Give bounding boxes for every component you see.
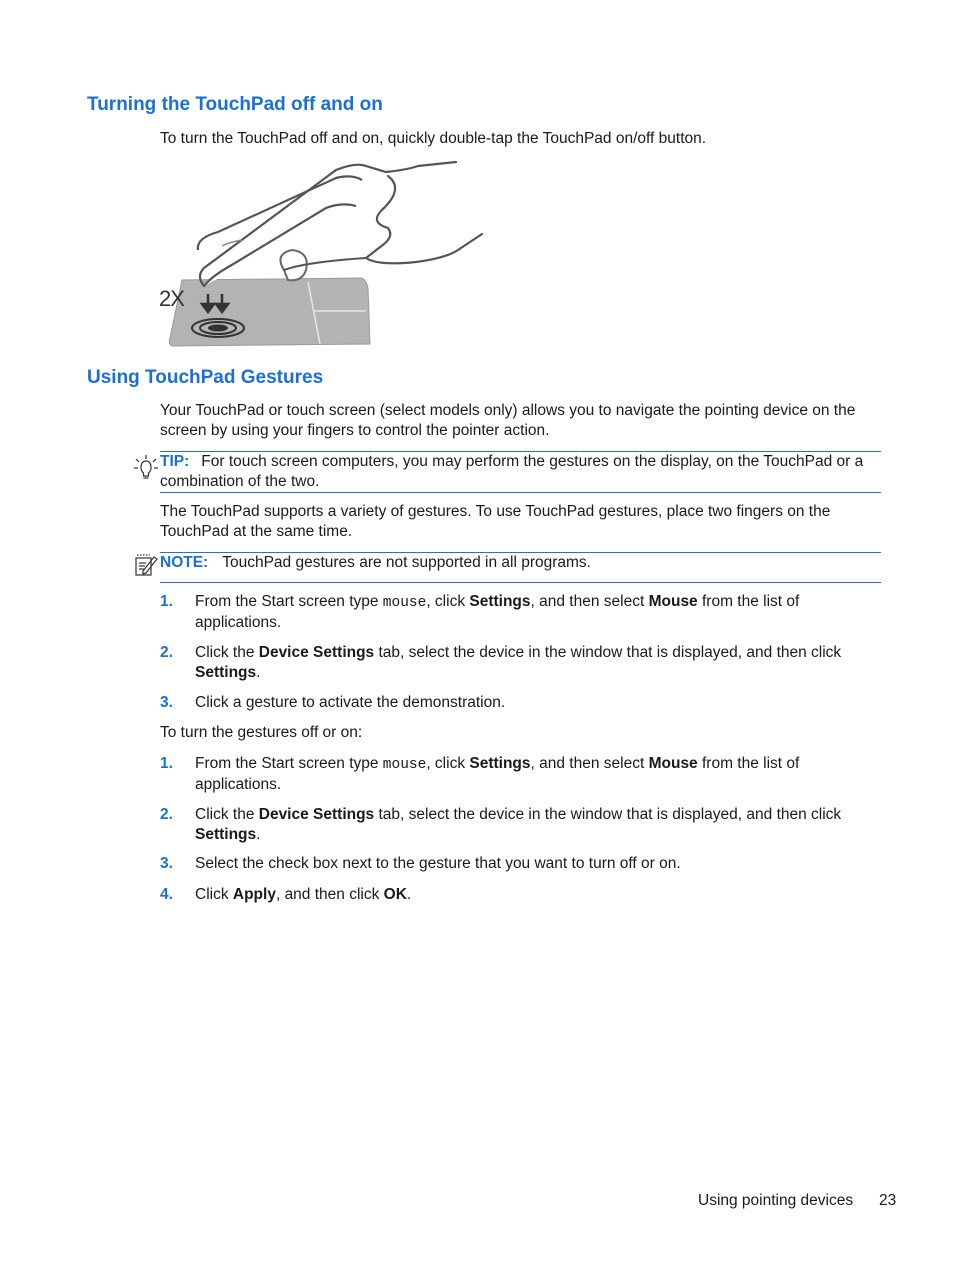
section-heading-turning: Turning the TouchPad off and on: [87, 94, 383, 115]
list-item: [160, 693, 882, 713]
list-item-text: Select the check box next to the gesture that you want to turn off or on.: [195, 855, 681, 872]
list-number: 1.: [160, 755, 173, 772]
page-number: 23: [879, 1192, 897, 1209]
list-number: 4.: [160, 886, 173, 903]
lightbulb-icon: [134, 455, 158, 486]
list-number: 3.: [160, 694, 173, 711]
code-mouse: mouse: [382, 595, 427, 611]
list-item-text: Click the Device Settings tab, select the device in the window that is displayed, and then click Settings.: [195, 806, 842, 843]
turning-intro: To turn the TouchPad off and on, quickly double-tap the TouchPad on/off button.: [160, 130, 707, 147]
list-item-text: Click a gesture to activate the demonstration.: [195, 694, 506, 711]
list-item: [160, 885, 882, 905]
list-item-text: Click Apply, and then click OK.: [195, 886, 412, 903]
hand-tapping-touchpad-icon: [156, 158, 486, 348]
list-item-text: Click the Device Settings tab, select the device in the window that is displayed, and then click Settings.: [195, 644, 842, 681]
list-item: [160, 592, 882, 633]
note-callout: [160, 552, 881, 583]
note-text: TouchPad gestures are not supported in all programs.: [222, 554, 591, 571]
tip-callout: [160, 451, 881, 493]
list-number: 2.: [160, 806, 173, 823]
code-mouse: mouse: [382, 757, 427, 773]
gestures-off-on-intro: To turn the gestures off or on:: [160, 724, 363, 741]
double-tap-label: 2X: [159, 286, 184, 311]
list-item-text: From the Start screen type mouse, click Settings, and then select Mouse from the list of applications.: [195, 755, 800, 793]
list-number: 2.: [160, 644, 173, 661]
note-pencil-icon: [134, 554, 158, 583]
tip-text: For touch screen computers, you may perform the gestures on the display, on the TouchPad or a combination of the two.: [160, 453, 864, 490]
touchpad-double-tap-illustration: [156, 158, 486, 348]
gestures-supports: The TouchPad supports a variety of gestures. To use TouchPad gestures, place two fingers on the TouchPad at the same time.: [160, 503, 831, 540]
tip-label: TIP:: [160, 453, 190, 470]
list-number: 1.: [160, 593, 173, 610]
section-heading-gestures: Using TouchPad Gestures: [87, 367, 324, 388]
note-label: NOTE:: [160, 554, 209, 571]
list-item: [160, 754, 882, 795]
list-item: [160, 643, 882, 683]
list-item: [160, 805, 882, 845]
list-item: [160, 854, 882, 874]
footer-section-title: Using pointing devices: [698, 1192, 854, 1209]
list-item-text: From the Start screen type mouse, click Settings, and then select Mouse from the list of applications.: [195, 593, 800, 631]
list-number: 3.: [160, 855, 173, 872]
gestures-intro: Your TouchPad or touch screen (select models only) allows you to navigate the pointing device on the screen by using your fingers to control the pointer action.: [160, 402, 856, 439]
